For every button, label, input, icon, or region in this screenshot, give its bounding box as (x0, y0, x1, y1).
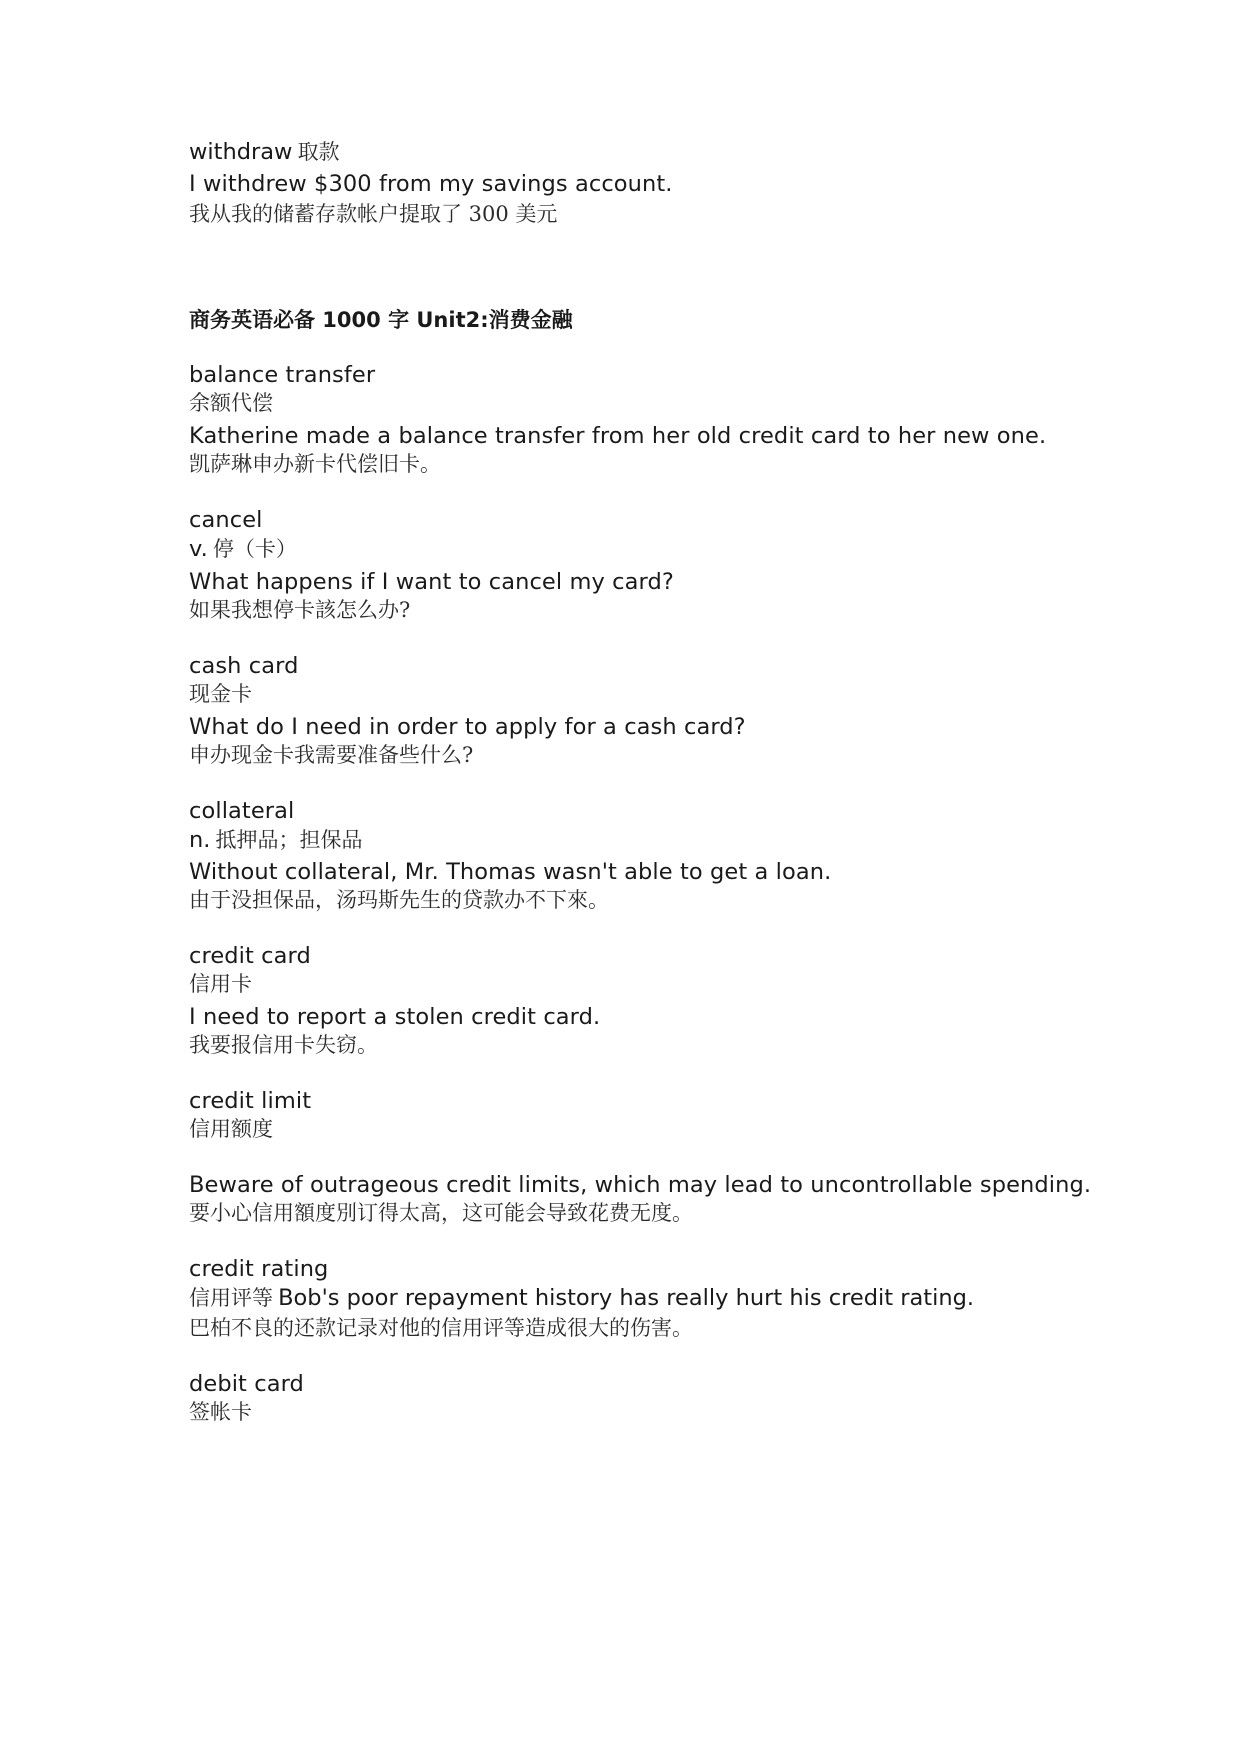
entry-meaning: 现金卡 (189, 682, 252, 706)
entry-term: credit rating (189, 1256, 329, 1282)
entry-meaning-with-example (189, 1287, 974, 1310)
example-chinese: 我要报信用卡失窃。 (189, 1033, 378, 1057)
entry-meaning: 签帐卡 (189, 1400, 252, 1424)
example-chinese: 要小心信用額度別订得太高，这可能会导致花费无度。 (189, 1201, 693, 1225)
example-english: Beware of outrageous credit limits, which may lead to uncontrollable spending. (189, 1172, 1092, 1198)
entry-term-withdraw (189, 141, 340, 164)
entry-term: credit limit (189, 1088, 312, 1114)
part-of-speech: v. (189, 536, 208, 562)
example-chinese: 如果我想停卡該怎么办? (189, 598, 411, 622)
meaning-text: 抵押品；担保品 (215, 828, 363, 852)
entry-term: cancel (189, 507, 263, 533)
example-chinese: 申办现金卡我需要准备些什么? (189, 743, 474, 767)
example-chinese: 我从我的储蓄存款帐户提取了 300 美元 (189, 202, 558, 226)
term: withdraw (189, 139, 293, 165)
entry-term: debit card (189, 1371, 304, 1397)
entry-term: collateral (189, 798, 295, 824)
example-english: Katherine made a balance transfer from her old credit card to her new one. (189, 423, 1047, 449)
entry-term: cash card (189, 653, 299, 679)
section-heading: 商务英语必备 1000 字 Unit2:消费金融 (189, 308, 573, 332)
example-english: Without collateral, Mr. Thomas wasn't able to get a loan. (189, 859, 832, 885)
meaning-text: 信用评等 (189, 1286, 273, 1310)
example-english: What happens if I want to cancel my card? (189, 569, 674, 595)
entry-meaning: 信用卡 (189, 972, 252, 996)
entry-term: credit card (189, 943, 311, 969)
entry-meaning: 信用额度 (189, 1117, 273, 1141)
part-of-speech: n. (189, 827, 211, 853)
meaning-text: 停（卡） (212, 537, 297, 561)
example-english: I withdrew $300 from my savings account. (189, 171, 673, 197)
entry-meaning: 余额代偿 (189, 391, 273, 415)
entry-term: balance transfer (189, 362, 376, 388)
example-english: Bob's poor repayment history has really hurt his credit rating. (278, 1285, 975, 1311)
entry-meaning (189, 538, 297, 561)
example-chinese: 巴柏不良的还款记录对他的信用评等造成很大的伤害。 (189, 1316, 693, 1340)
example-english: What do I need in order to apply for a cash card? (189, 714, 746, 740)
example-english: I need to report a stolen credit card. (189, 1004, 601, 1030)
entry-meaning (189, 829, 363, 852)
example-chinese: 由于没担保品，汤玛斯先生的贷款办不下來。 (189, 888, 609, 912)
example-chinese: 凯萨琳申办新卡代偿旧卡。 (189, 452, 441, 476)
term-meaning: 取款 (297, 140, 340, 164)
